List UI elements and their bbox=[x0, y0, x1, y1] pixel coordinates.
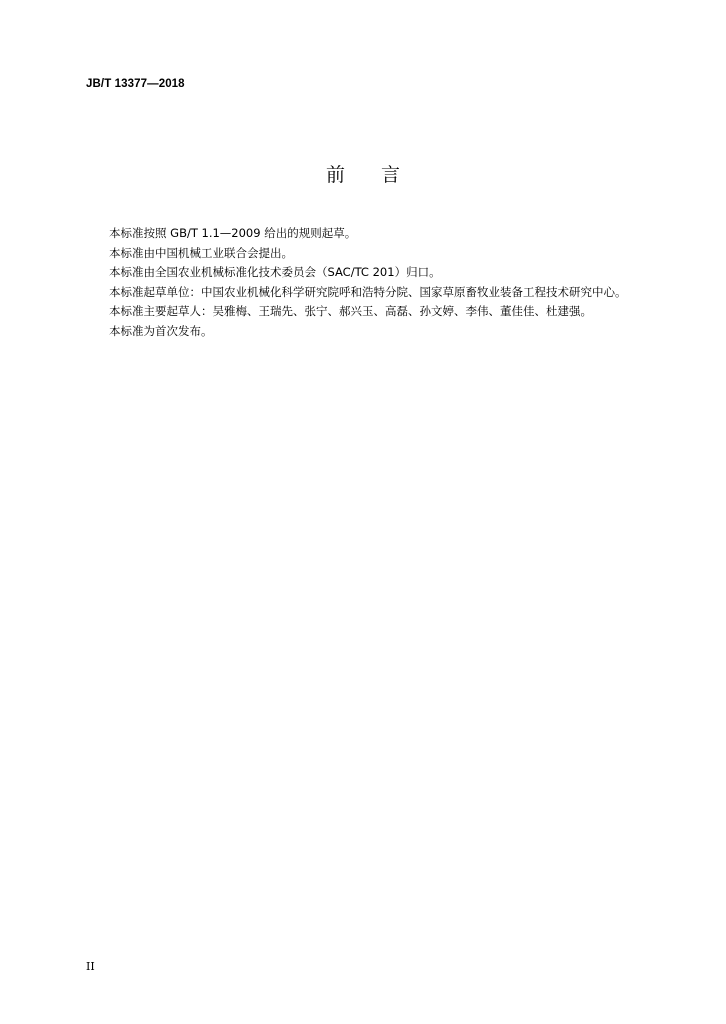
paragraph-drafting-units: 本标准起草单位：中国农业机械化科学研究院呼和浩特分院、国家草原畜牧业装备工程技术研究中心。 bbox=[109, 284, 627, 299]
standard-code: JB/T 13377—2018 bbox=[86, 78, 185, 90]
page-number: II bbox=[86, 960, 95, 973]
paragraph-drafting-rules: 本标准按照 GB/T 1.1—2009 给出的规则起草。 bbox=[109, 226, 357, 240]
paragraph-main-drafters: 本标准主要起草人：吴雅梅、王瑞先、张宁、郝兴玉、高磊、孙文婷、李伟、董佳佳、杜建强。 bbox=[109, 304, 592, 319]
foreword-body bbox=[86, 224, 660, 342]
foreword-heading-char-1: 前 bbox=[325, 164, 345, 186]
foreword-heading bbox=[0, 160, 726, 187]
paragraph-first-issue: 本标准为首次发布。 bbox=[109, 323, 213, 338]
foreword-heading-char-2: 言 bbox=[381, 164, 401, 186]
paragraph-proposed-by: 本标准由中国机械工业联合会提出。 bbox=[109, 245, 293, 260]
paragraph-responsible-committee: 本标准由全国农业机械标准化技术委员会（SAC/TC 201）归口。 bbox=[109, 265, 441, 280]
